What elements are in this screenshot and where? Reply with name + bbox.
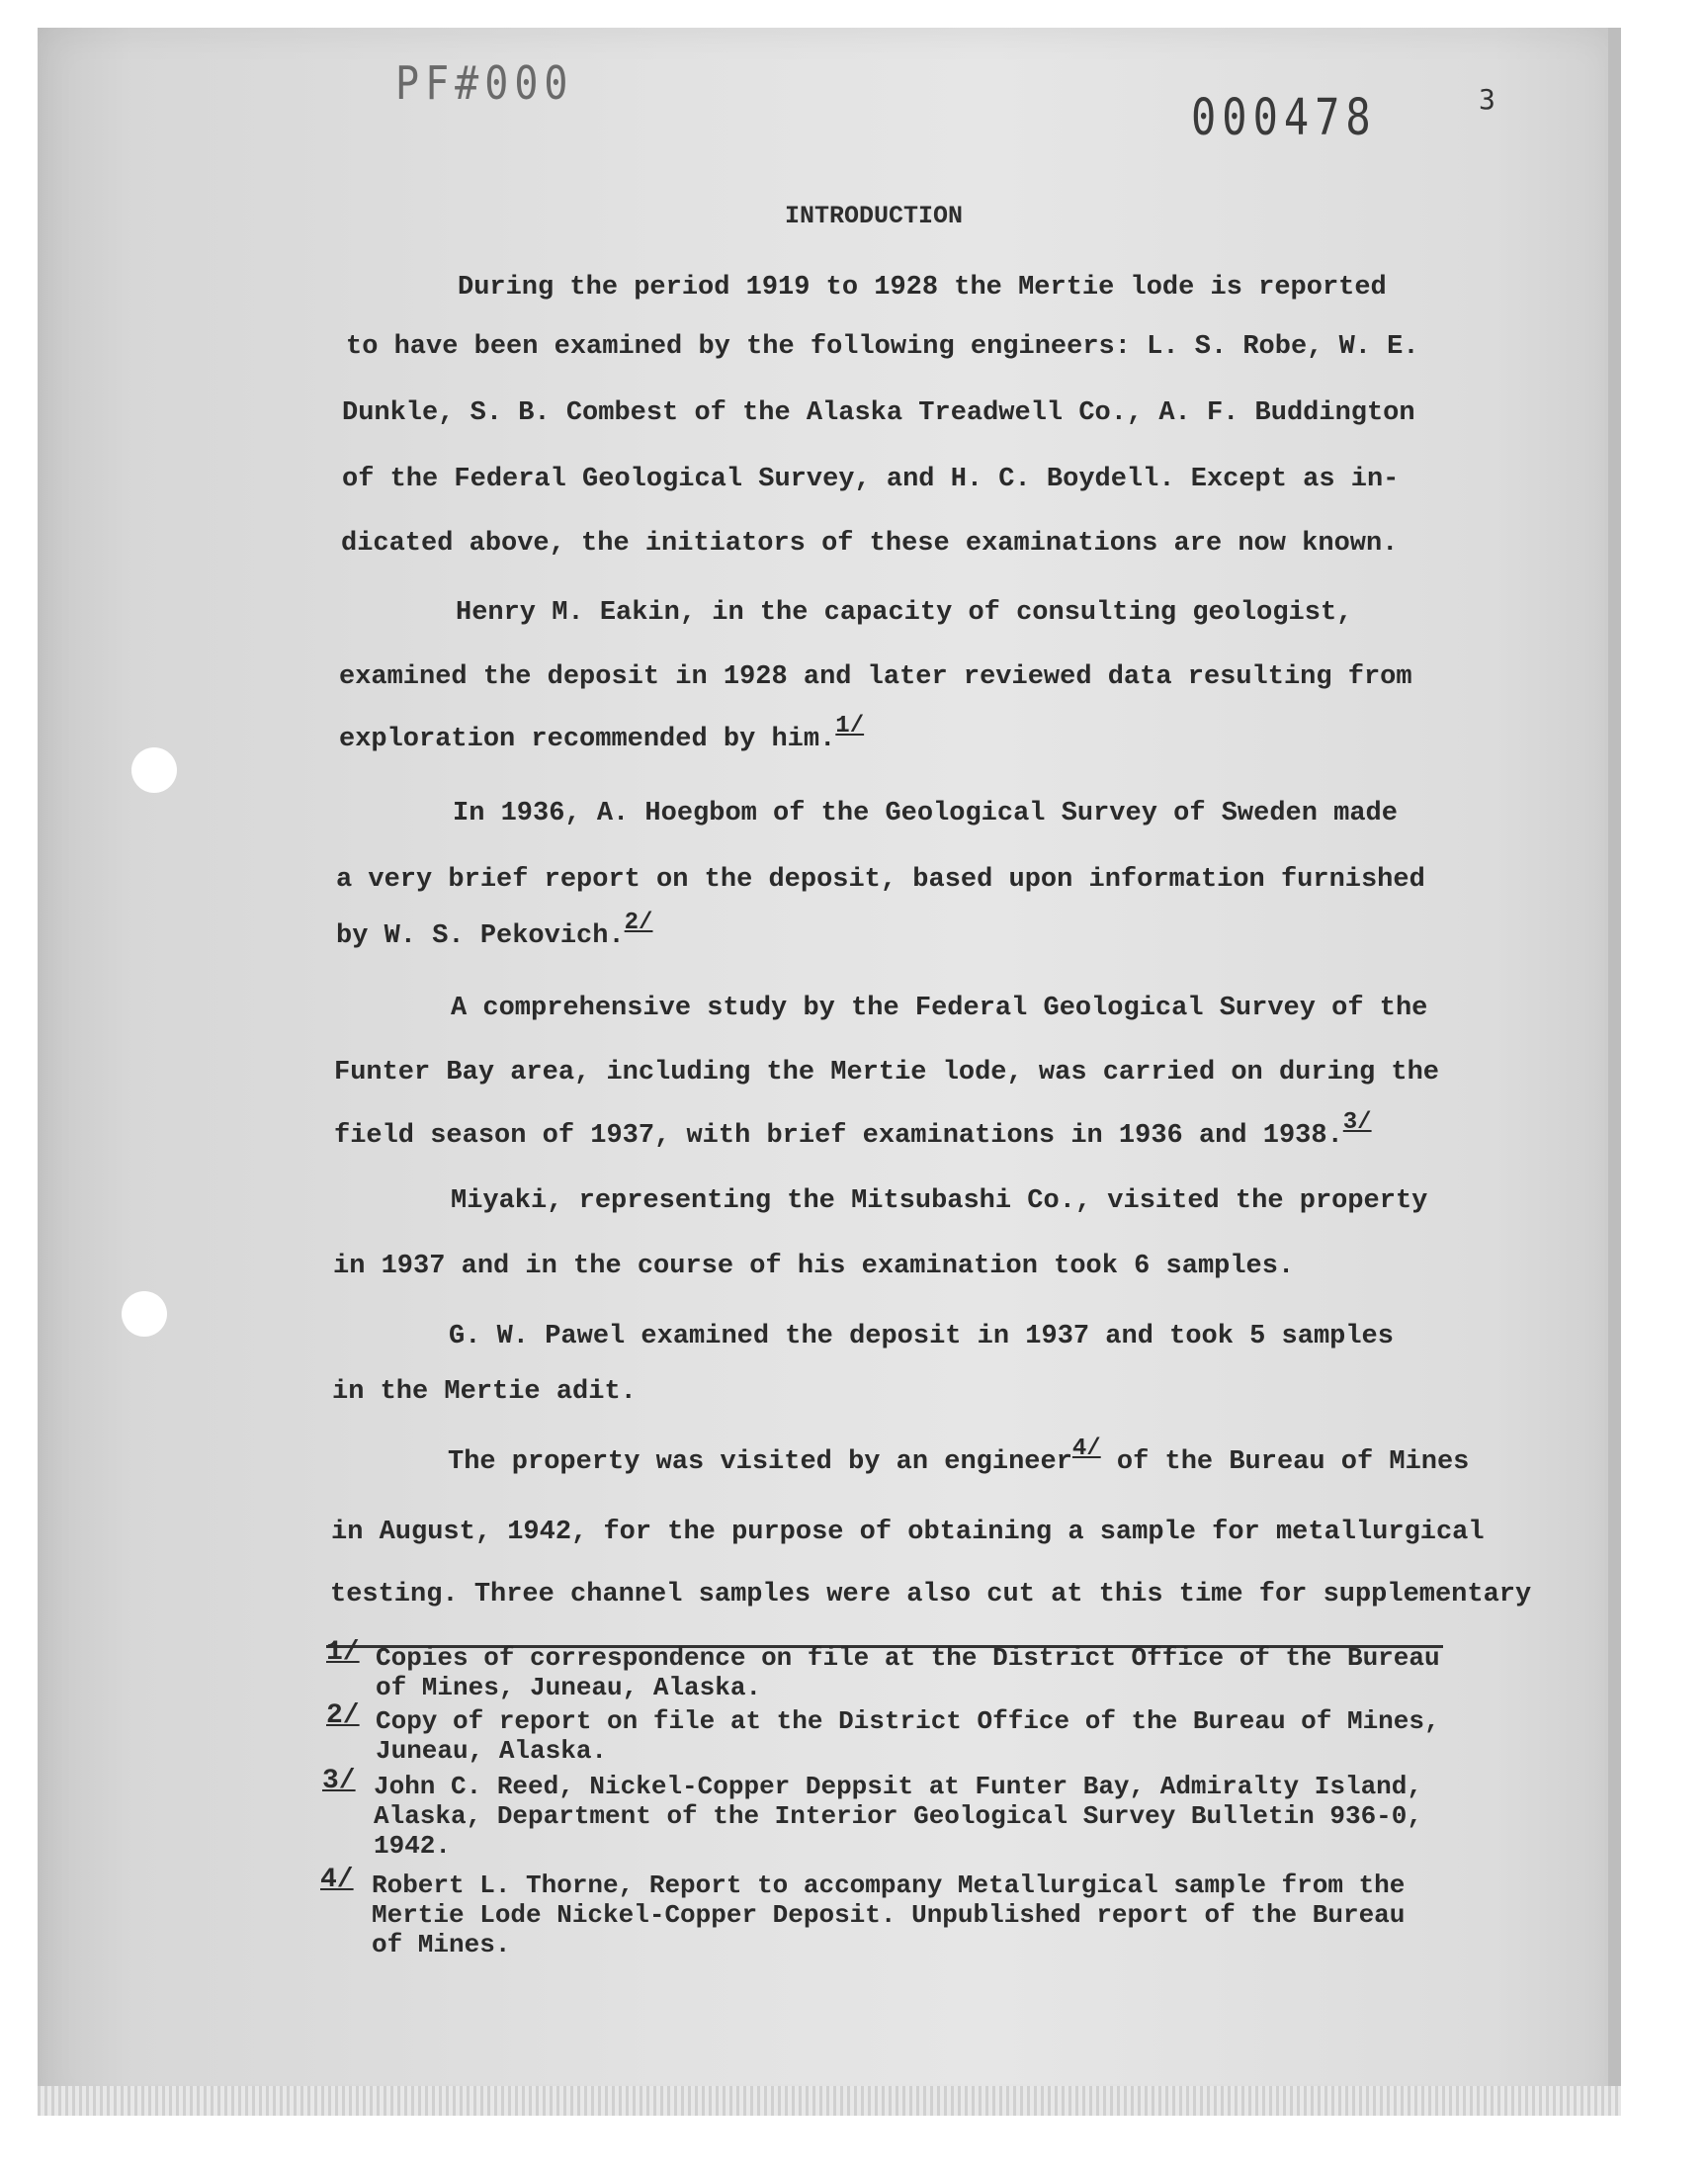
text-line: in the Mertie adit. xyxy=(332,1377,637,1407)
text-segment xyxy=(1101,1447,1117,1477)
text-line: Henry M. Eakin, in the capacity of consulting geologist, xyxy=(456,598,1353,628)
page-title: INTRODUCTION xyxy=(784,202,964,230)
text-line: examined the deposit in 1928 and later reviewed data resulting from xyxy=(339,662,1412,692)
text-line: dicated above, the initiators of these examinations are now known. xyxy=(341,529,1399,559)
footnote-line: Juneau, Alaska. xyxy=(376,1736,608,1766)
text-line: testing. Three channel samples were also cut at this time for supplementary xyxy=(330,1580,1532,1610)
footnote-ref-4[interactable]: 4/ xyxy=(1071,1436,1101,1462)
footnote-line: Copies of correspondence on file at the District Office of the Bureau xyxy=(376,1643,1440,1673)
punch-hole-top xyxy=(131,747,177,793)
text-line: G. W. Pawel examined the deposit in 1937 and took 5 samples xyxy=(449,1322,1394,1351)
footnote-line: Alaska, Department of the Interior Geological Survey Bulletin 936-0, xyxy=(374,1801,1422,1831)
text-line-with-ref xyxy=(336,910,653,951)
text-segment: The property was visited by an engineer xyxy=(448,1447,1072,1477)
text-line: to have been examined by the following engineers: L. S. Robe, W. E. xyxy=(346,332,1419,362)
footnote-ref-1[interactable]: 1/ xyxy=(835,713,865,740)
footnote-mark: 2/ xyxy=(326,1700,360,1731)
footnote-mark: 3/ xyxy=(322,1766,356,1796)
text-line: During the period 1919 to 1928 the Mertie lode is reported xyxy=(458,273,1387,303)
text-line: in 1937 and in the course of his examination took 6 samples. xyxy=(333,1252,1295,1281)
footnote-line: Robert L. Thorne, Report to accompany Metallurgical sample from the xyxy=(372,1870,1406,1900)
text-line: In 1936, A. Hoegbom of the Geological Survey of Sweden made xyxy=(453,799,1398,828)
footnote-mark: 1/ xyxy=(326,1637,360,1668)
text-line-with-ref xyxy=(448,1436,1470,1477)
page-number: 3 xyxy=(1479,83,1495,116)
footnote-line: 1942. xyxy=(374,1831,452,1861)
text-line: Funter Bay area, including the Mertie lode, was carried on during the xyxy=(334,1058,1439,1088)
footnote-mark: 4/ xyxy=(320,1865,354,1895)
punch-hole-bottom xyxy=(122,1291,167,1337)
text-segment: exploration recommended by him. xyxy=(339,725,836,754)
text-line: a very brief report on the deposit, based upon information furnished xyxy=(336,865,1425,895)
page-edge-shadow xyxy=(1608,28,1621,2116)
text-line-with-ref xyxy=(334,1109,1372,1151)
text-segment: of the Bureau of Mines xyxy=(1116,1447,1470,1477)
footnote-ref-2[interactable]: 2/ xyxy=(624,910,653,936)
text-line: A comprehensive study by the Federal Geological Survey of the xyxy=(451,994,1428,1023)
footnote-line: Copy of report on file at the District Office of the Bureau of Mines, xyxy=(376,1706,1440,1736)
footnote-line: of Mines, Juneau, Alaska. xyxy=(376,1673,762,1702)
footnote-line: of Mines. xyxy=(372,1930,511,1959)
page-bottom-strip xyxy=(38,2086,1621,2116)
document-number-stamp: 000478 xyxy=(1191,88,1377,146)
text-line: Miyaki, representing the Mitsubashi Co., visited the property xyxy=(451,1186,1428,1216)
document-id-stamp: PF#000 xyxy=(395,57,574,111)
footnote-line: Mertie Lode Nickel-Copper Deposit. Unpublished report of the Bureau xyxy=(372,1900,1406,1930)
text-line: of the Federal Geological Survey, and H. C. Boydell. Except as in- xyxy=(342,465,1400,494)
text-line: in August, 1942, for the purpose of obtaining a sample for metallurgical xyxy=(331,1518,1485,1547)
text-line: Dunkle, S. B. Combest of the Alaska Treadwell Co., A. F. Buddington xyxy=(342,398,1415,428)
footnote-line: John C. Reed, Nickel-Copper Deppsit at Funter Bay, Admiralty Island, xyxy=(374,1772,1422,1801)
text-segment: field season of 1937, with brief examinations in 1936 and 1938. xyxy=(334,1121,1343,1151)
text-line-with-ref xyxy=(339,713,865,754)
footnote-ref-3[interactable]: 3/ xyxy=(1342,1109,1372,1136)
text-segment: by W. S. Pekovich. xyxy=(336,921,625,951)
